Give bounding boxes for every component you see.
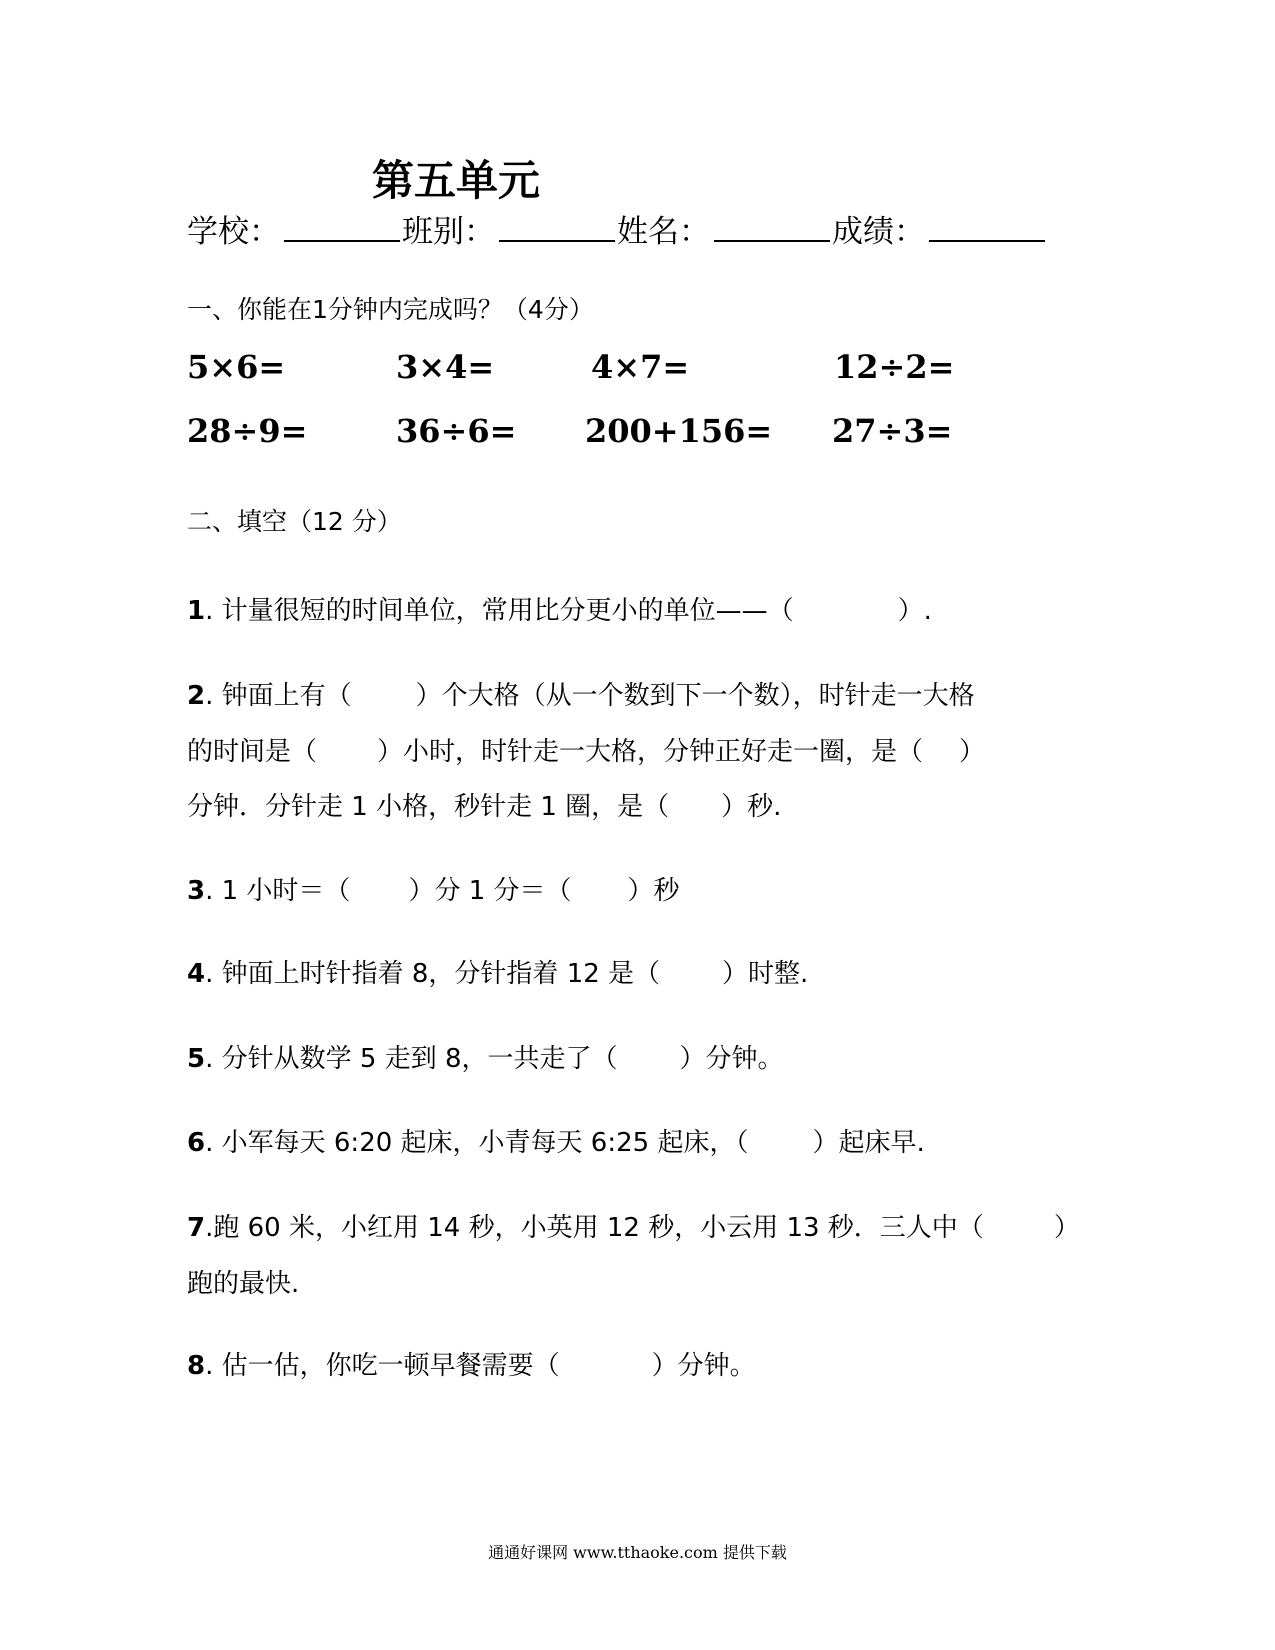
- question-8: [187, 1345, 756, 1382]
- name-blank[interactable]: [714, 214, 830, 242]
- question-text: ）小时，时针走一大格，分钟正好走一圈，是（: [377, 737, 924, 767]
- question-text: ）.: [897, 596, 932, 626]
- question-number: 5: [187, 1044, 206, 1074]
- question-text: ）起床早.: [812, 1128, 925, 1158]
- question-6: [187, 1122, 925, 1159]
- section2-heading: 二、填空（12 分）: [187, 507, 402, 536]
- equation: 200+156=: [585, 412, 773, 450]
- question-text: ）分钟。: [679, 1044, 784, 1074]
- question-text: ）个大格（从一个数到下一个数），时针走一大格: [415, 681, 975, 711]
- question-number: 2: [187, 681, 206, 711]
- question-text: ）分 1 分＝（: [408, 876, 572, 906]
- question-text: . 1 小时＝（: [205, 876, 351, 906]
- question-7-line-2: 跑的最快.: [187, 1269, 300, 1299]
- question-text: 分钟．分针走 1 小格，秒针走 1 圈，是（: [187, 792, 670, 822]
- question-text: .跑 60 米，小红用 14 秒，小英用 12 秒，小云用 13 秒．三人中（: [205, 1213, 984, 1243]
- equation: 3×4=: [396, 348, 495, 386]
- name-label: 姓名：: [617, 214, 710, 250]
- question-text: ）: [1053, 1213, 1080, 1243]
- question-text: . 估一估，你吃一顿早餐需要（: [205, 1351, 560, 1381]
- question-1: [187, 590, 932, 627]
- question-text: . 钟面上有（: [205, 681, 352, 711]
- score-blank[interactable]: [929, 214, 1045, 242]
- question-2-line-2: [187, 731, 985, 768]
- question-text: . 分针从数学 5 走到 8，一共走了（: [205, 1044, 618, 1074]
- school-label: 学校：: [187, 214, 280, 250]
- question-5: [187, 1038, 784, 1075]
- question-text: . 计量很短的时间单位，常用比分更小的单位——（: [205, 596, 794, 626]
- question-text: 的时间是（: [187, 737, 318, 767]
- question-text: ）: [959, 737, 986, 767]
- question-number: 1: [187, 596, 206, 626]
- question-text: . 小军每天 6:20 起床，小青每天 6:25 起床，（: [205, 1128, 749, 1158]
- question-number: 8: [187, 1351, 206, 1381]
- footer-credit: 通通好课网 www.tthaoke.com 提供下载: [488, 1543, 787, 1562]
- question-text: ）分钟。: [651, 1351, 756, 1381]
- question-4: [187, 953, 808, 990]
- equation: 12÷2=: [834, 348, 955, 386]
- section1-heading: 一、你能在1分钟内完成吗？（4分）: [187, 295, 594, 324]
- equation: 28÷9=: [187, 412, 308, 450]
- question-text: ）秒.: [721, 792, 782, 822]
- question-text: ）秒: [627, 876, 680, 906]
- class-label: 班别：: [402, 214, 495, 250]
- question-text: . 钟面上时针指着 8，分针指着 12 是（: [205, 959, 661, 989]
- equation: 5×6=: [187, 348, 286, 386]
- question-2-line-1: [187, 675, 975, 712]
- question-text: ）时整.: [722, 959, 809, 989]
- question-7-line-1: [187, 1207, 1080, 1244]
- equation: 4×7=: [591, 348, 690, 386]
- page-title: 第五单元: [372, 156, 541, 205]
- student-info-row: [187, 206, 1047, 251]
- score-label: 成绩：: [832, 214, 925, 250]
- question-number: 4: [187, 959, 206, 989]
- question-number: 6: [187, 1128, 206, 1158]
- equation: 36÷6=: [396, 412, 517, 450]
- question-3: [187, 870, 680, 907]
- question-2-line-3: [187, 786, 781, 823]
- question-number: 3: [187, 876, 206, 906]
- equation: 27÷3=: [832, 412, 953, 450]
- question-number: 7: [187, 1213, 206, 1243]
- class-blank[interactable]: [499, 214, 615, 242]
- school-blank[interactable]: [284, 214, 400, 242]
